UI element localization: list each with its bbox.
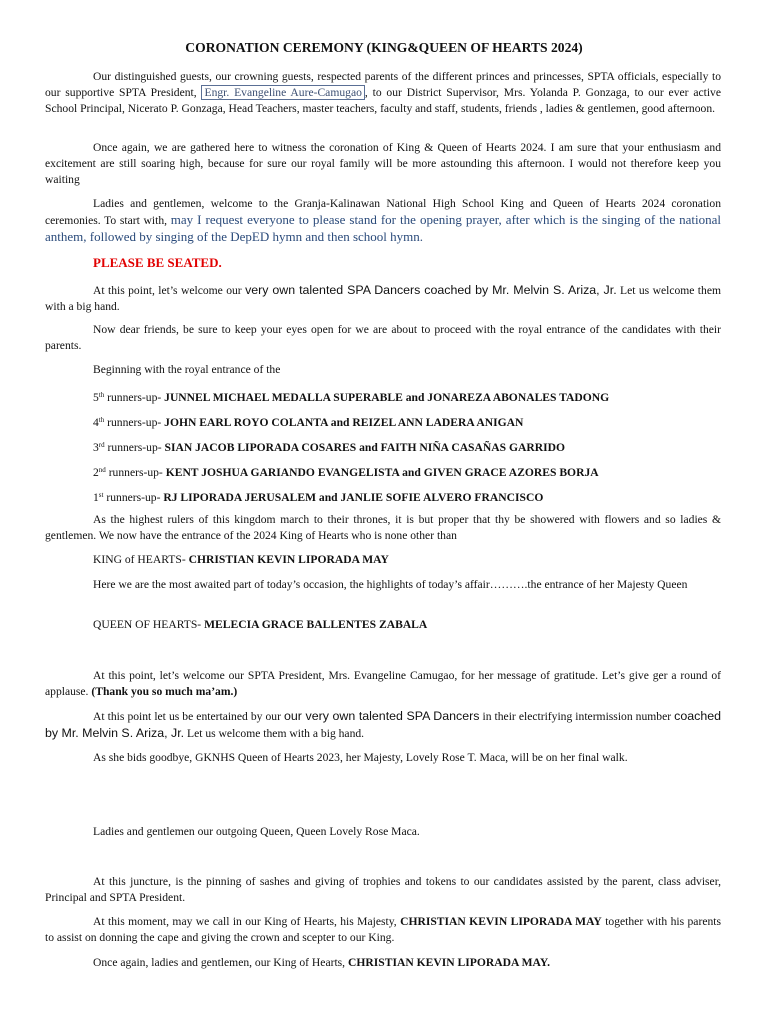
paragraph-outgoing-queen: Ladies and gentlemen our outgoing Queen, Queen Lovely Rose Maca. bbox=[93, 825, 420, 838]
paragraph-beginning: Beginning with the royal entrance of the bbox=[93, 363, 281, 376]
paragraph-welcome: Ladies and gentlemen, welcome to the Granja-Kalinawan National High School King and Queen of Hearts 2024 coronation ceremonies. To start with, may I request everyone to please stand for the opening prayer, after which is the singing of the national anthem, followed by singing of the DepED hymn and then school hymn. bbox=[45, 197, 721, 244]
page-title: CORONATION CEREMONY (KING&QUEEN OF HEARTS 2024) bbox=[185, 40, 583, 55]
list-item: 1st runners-up- RJ LIPORADA JERUSALEM and JANLIE SOFIE ALVERO FRANCISCO bbox=[93, 491, 544, 504]
list-item: 3rd runners-up- SIAN JACOB LIPORADA COSARES and FAITH NIÑA CASAÑAS GARRIDO bbox=[93, 441, 566, 454]
queen-of-hearts: QUEEN OF HEARTS- MELECIA GRACE BALLENTES ZABALA bbox=[93, 618, 428, 631]
list-item: 2nd runners-up- KENT JOSHUA GARIANDO EVANGELISTA and GIVEN GRACE AZORES BORJA bbox=[93, 466, 599, 479]
paragraph-spa-dancers: At this point, let’s welcome our very own talented SPA Dancers coached by Mr. Melvin S. Ariza, Jr. Let us welcome them with a big hand. bbox=[45, 283, 721, 313]
list-item: 4th runners-up- JOHN EARL ROYO COLANTA and REIZEL ANN LADERA ANIGAN bbox=[93, 416, 524, 429]
king-of-hearts: KING of HEARTS- CHRISTIAN KEVIN LIPORADA MAY bbox=[93, 553, 389, 566]
highlighted-name-box: Engr. Evangeline Aure-Camugao bbox=[201, 85, 364, 100]
paragraph-intermission: At this point let us be entertained by our our very own talented SPA Dancers in their electrifying intermission number coached by Mr. Melvin S. Ariza, Jr. Let us welcome them with a big hand. bbox=[45, 709, 721, 740]
please-be-seated: PLEASE BE SEATED. bbox=[93, 255, 222, 270]
paragraph-pinning: At this juncture, is the pinning of sashes and giving of trophies and tokens to our candidates assisted by the parent, class adviser, Principal and SPTA President. bbox=[45, 875, 721, 904]
paragraph-royal-entrance: Now dear friends, be sure to keep your eyes open for we are about to proceed with the royal entrance of the candidates with their parents. bbox=[45, 323, 721, 352]
paragraph-greetings: Our distinguished guests, our crowning guests, respected parents of the different princes and princesses, SPTA officials, especially to our supportive SPTA President, Engr. Evangeline Aure-Camugao , to our District Supervisor, Mrs. Yolanda P. Gonzaga, to our ever active School Principal, Nicerato P. Gonzaga, Head Teachers, master teachers, faculty and staff, students, friends , ladies & gentlemen, good afternoon. bbox=[45, 70, 721, 115]
paragraph-spta-president: At this point, let’s welcome our SPTA President, Mrs. Evangeline Camugao, for her message of gratitude. Let’s give ger a round of applause. (Thank you so much ma’am.) bbox=[45, 669, 721, 698]
opening-prayer-text: may I request everyone to please stand for the opening prayer, after which is the singing of the national anthem, followed by singing of the DepED hymn and then school hymn. bbox=[45, 212, 721, 244]
paragraph-highest-rulers: As the highest rulers of this kingdom march to their thrones, it is but proper that thy be showered with flowers and so ladies & gentlemen. We now have the entrance of the 2024 King of Hearts who is none other than bbox=[45, 513, 721, 542]
paragraph-awaited: Here we are the most awaited part of today’s occasion, the highlights of today’s affair……….the entrance of her Majesty Queen bbox=[93, 578, 688, 591]
paragraph-call-king: At this moment, may we call in our King of Hearts, his Majesty, CHRISTIAN KEVIN LIPORADA MAY together with his parents to assist on donning the cape and giving the crown and scepter to our King. bbox=[45, 915, 721, 944]
paragraph-final-walk: As she bids goodbye, GKNHS Queen of Hearts 2023, her Majesty, Lovely Rose T. Maca, will be on her final walk. bbox=[93, 751, 628, 764]
list-item: 5th runners-up- JUNNEL MICHAEL MEDALLA SUPERABLE and JONAREZA ABONALES TADONG bbox=[93, 391, 610, 404]
paragraph-gathered: Once again, we are gathered here to witness the coronation of King & Queen of Hearts 2024. I am sure that your enthusiasm and excitement are still soaring high, because for sure our royal family will be more astounding this afternoon. I would not therefore keep you waiting bbox=[45, 141, 721, 186]
paragraph-closing: Once again, ladies and gentlemen, our King of Hearts, CHRISTIAN KEVIN LIPORADA MAY. bbox=[93, 956, 551, 969]
